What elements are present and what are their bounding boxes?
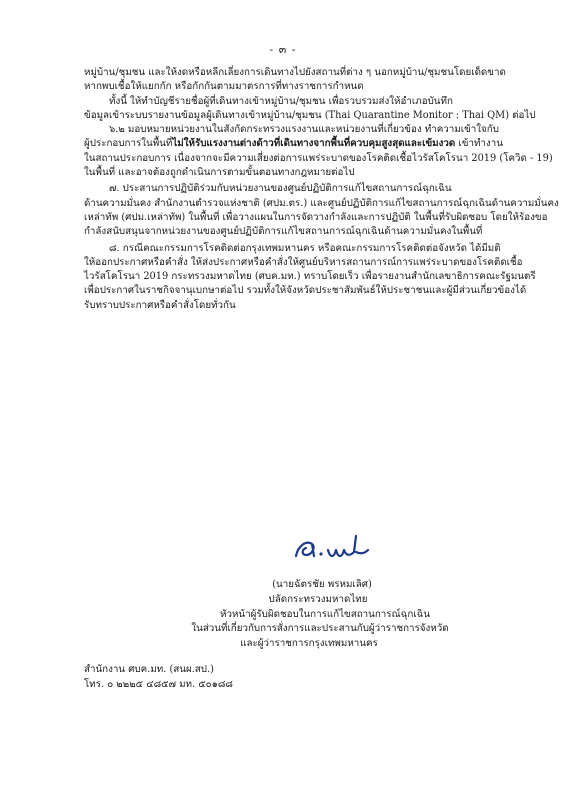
signer-role: หัวหน้าผู้รับผิดชอบในการแก้ไขสถานการณ์ฉุกเฉิน: [220, 608, 430, 620]
text-line: ๘. กรณีคณะกรรมการโรคติดต่อกรุงเทพมหานคร หรือคณะกรรมการโรคติดต่อจังหวัด ได้มีมติ: [109, 242, 501, 254]
text-line: ในพื้นที่ และอาจต้องถูกดำเนินการตามขั้นตอนทางกฎหมายต่อไป: [84, 167, 355, 179]
text-segment: เข้าทำงาน: [455, 138, 503, 150]
text-line: ด้านความมั่นคง สำนักงานตำรวจแห่งชาติ (ศปม.ตร.) และศูนย์ปฏิบัติการแก้ไขสถานการณ์ฉุกเฉินด้านความมั่นคง: [84, 197, 559, 209]
text-line: ในสถานประกอบการ เนื่องจากจะมีความเสี่ยงต่อการแพร่ระบาดของโรคติดเชื้อไวรัสโคโรนา 2019 (โควิด - 19): [84, 152, 553, 164]
text-line: กำลังสนับสนุนจากหน่วยงานของศูนย์ปฏิบัติการแก้ไขสถานการณ์ฉุกเฉินด้านความมั่นคงในพื้นที่: [84, 226, 483, 238]
text-line: เหล่าทัพ (ศปม.เหล่าทัพ) ในพื้นที่ เพื่อวางแผนในการจัดวางกำลังและการปฏิบัติ ในพื้นที่รับผิดชอบ โดยให้ร้องขอ: [84, 211, 548, 223]
text-line-emphasis: [84, 137, 503, 151]
text-line: ข้อมูลเข้าระบบรายงานข้อมูลผู้เดินทางเข้าหมู่บ้าน/ชุมชน (Thai Quarantine Monitor : Thai QM) ต่อไป: [84, 109, 536, 121]
bold-text: ไม่ให้รับแรงงานต่างด้าวที่เดินทางจากพื้นที่ควบคุมสูงสุดและเข้มงวด: [172, 138, 456, 150]
office-name: สำนักงาน ศบค.มท. (สนผ.สป.): [84, 664, 214, 675]
signature-block: [0, 578, 566, 652]
handwritten-signature: [292, 528, 372, 568]
text-line: ให้ออกประกาศหรือคำสั่ง ให้ส่งประกาศหรือคำสั่งให้ศูนย์บริหารสถานการณ์การแพร่ระบาดของโรคติดเชื้อ: [84, 256, 523, 268]
document-body: [84, 66, 559, 313]
signature: [0, 528, 566, 574]
text-line: หมู่บ้าน/ชุมชน และให้งดหรือหลีกเลี่ยงการเดินทางไปยังสถานที่ต่าง ๆ นอกหมู่บ้าน/ชุมชนโดยเด็ดขาด: [84, 67, 506, 78]
text-segment: ผู้ประกอบการในพื้นที่: [84, 138, 173, 150]
text-line: เพื่อประกาศในราชกิจจานุเบกษาต่อไป รวมทั้งให้จังหวัดประชาสัมพันธ์ให้ประชาชนและผู้มีส่วนเกี่ยวข้องได้: [84, 285, 527, 297]
page-number: - ๓ -: [269, 43, 297, 56]
text-line: รับทราบประกาศหรือคำสั่งโดยทั่วกัน: [84, 299, 236, 311]
text-line: ทั้งนี้ ให้ทำบัญชีรายชื่อผู้ที่เดินทางเข้าหมู่บ้าน/ชุมชน เพื่อรวบรวมส่งให้อำเภอบันทึก: [109, 95, 453, 107]
text-line: ๗. ประสานการปฏิบัติร่วมกับหน่วยงานของศูนย์ปฏิบัติการแก้ไขสถานการณ์ฉุกเฉิน: [109, 183, 452, 195]
footer: [84, 663, 384, 692]
signer-role: และผู้ว่าราชการกรุงเทพมหานคร: [240, 638, 378, 650]
signer-position: ปลัดกระทรวงมหาดไทย: [268, 593, 368, 605]
text-line: หากพบเชื้อให้แยกกัก หรือกักกันตามมาตรการที่ทางราชการกำหนด: [84, 81, 364, 93]
phone-number: โทร. ๐ ๒๒๒๕ ๔๘๕๗ มท. ๕๐๑๘๘: [84, 678, 233, 690]
signer-name: (นายฉัตรชัย พรหมเลิศ): [272, 579, 372, 590]
text-line: ๖.๒ มอบหมายหน่วยงานในสังกัดกระทรวงแรงงานและหน่วยงานที่เกี่ยวข้อง ทำความเข้าใจกับ: [109, 124, 499, 136]
text-line: ไวรัสโคโรนา 2019 กระทรวงมหาดไทย (ศบค.มท.) ทราบโดยเร็ว เพื่อรายงานสำนักเลขาธิการคณะรัฐมนตรี: [84, 271, 536, 283]
signer-role: ในส่วนที่เกี่ยวกับการสั่งการและประสานกับผู้ว่าราชการจังหวัด: [191, 623, 449, 635]
